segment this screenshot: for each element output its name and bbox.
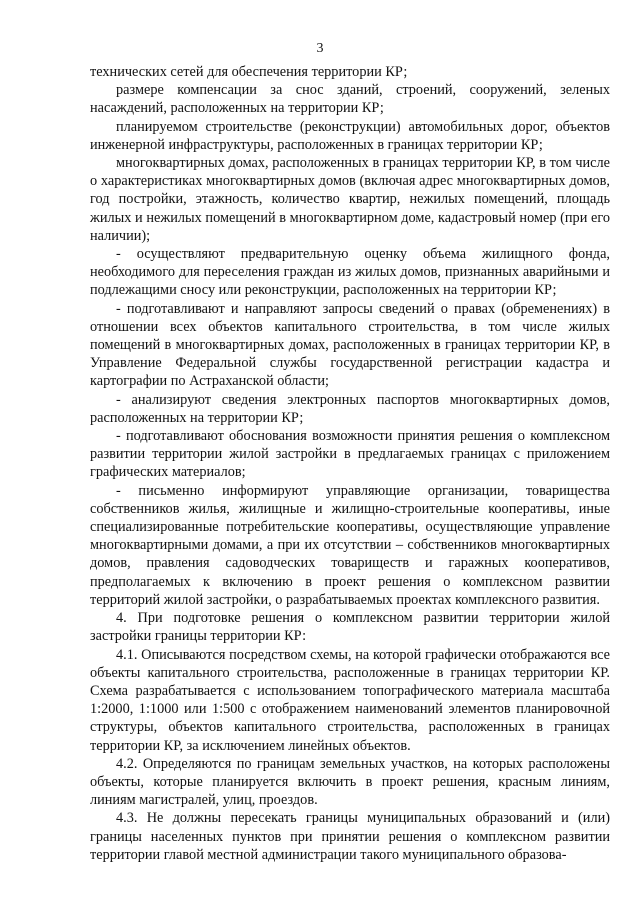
paragraph: 4.1. Описываются посредством схемы, на которой графически отображаются все объекты капитального строительства, расположенные в границах территории КР. Схема разрабатывается с использованием топографического материала масштаба 1:2000, 1:1000 или 1:500 с отображением наименований элементов планировочной структуры, объектов капитального строительства, расположенных в границах территории КР, за исключением линейных объектов. bbox=[90, 646, 610, 754]
paragraph: - подготавливают и направляют запросы сведений о правах (обременениях) в отношении всех объектов капитального строительства, в том числе жилых помещений в многоквартирных домах, расположенных в границах территории КР, в Управление Федеральной службы государственной регистрации кадастра и картографии по Астраханской области; bbox=[90, 300, 610, 390]
paragraph: 4.3. Не должны пересекать границы муниципальных образований и (или) границы населенных пунктов при принятии решения о комплексном развитии территории главой местной администрации такого муниципального образова- bbox=[90, 810, 610, 863]
paragraph: - осуществляют предварительную оценку объема жилищного фонда, необходимого для переселения граждан из жилых домов, признанных аварийными и подлежащими сносу или реконструкции, расположенных на территории КР; bbox=[90, 246, 610, 299]
paragraph: планируемом строительстве (реконструкции) автомобильных дорог, объектов инженерной инфраструктуры, расположенных в границах территории КР; bbox=[90, 118, 610, 153]
paragraph: многоквартирных домах, расположенных в границах территории КР, в том числе о характеристиках многоквартирных домов (включая адрес многоквартирных домов, год постройки, этажность, количество квартир, нежилых помещений, площадь жилых и нежилых помещений в многоквартирном доме, кадастровый номер (при его наличии); bbox=[90, 155, 610, 244]
paragraph: 4.2. Определяются по границам земельных участков, на которых расположены объекты, которые планируется включить в проект решения, красным линиям, линиям магистралей, улиц, проездов. bbox=[90, 755, 610, 809]
document-body bbox=[90, 63, 610, 864]
page-number: 3 bbox=[316, 41, 324, 56]
paragraph: 4. При подготовке решения о комплексном развитии территории жилой застройки границы территории КР: bbox=[90, 610, 610, 645]
paragraph: - подготавливают обоснования возможности принятия решения о комплексном развитии территории жилой застройки в предлагаемых границах с приложением графических материалов; bbox=[90, 428, 610, 481]
paragraph: - анализируют сведения электронных паспортов многоквартирных домов, расположенных на территории КР; bbox=[90, 391, 610, 426]
paragraph: технических сетей для обеспечения территории КР; bbox=[90, 64, 408, 80]
paragraph: размере компенсации за снос зданий, строений, сооружений, зеленых насаждений, расположенных на территории КР; bbox=[90, 82, 610, 117]
paragraph: - письменно информируют управляющие организации, товарищества собственников жилья, жилищные и жилищно-строительные кооперативы, иные специализированные потребительские кооперативы, осуществляющие управление многоквартирными домами, а при их отсутствии – собственников многоквартирных домов, правления садоводческих товариществ и гаражных кооперативов, предполагаемых к включению в проект решения о комплексном развитии территорий жилой застройки, о разрабатываемых проектах комплексного развития. bbox=[90, 482, 610, 608]
